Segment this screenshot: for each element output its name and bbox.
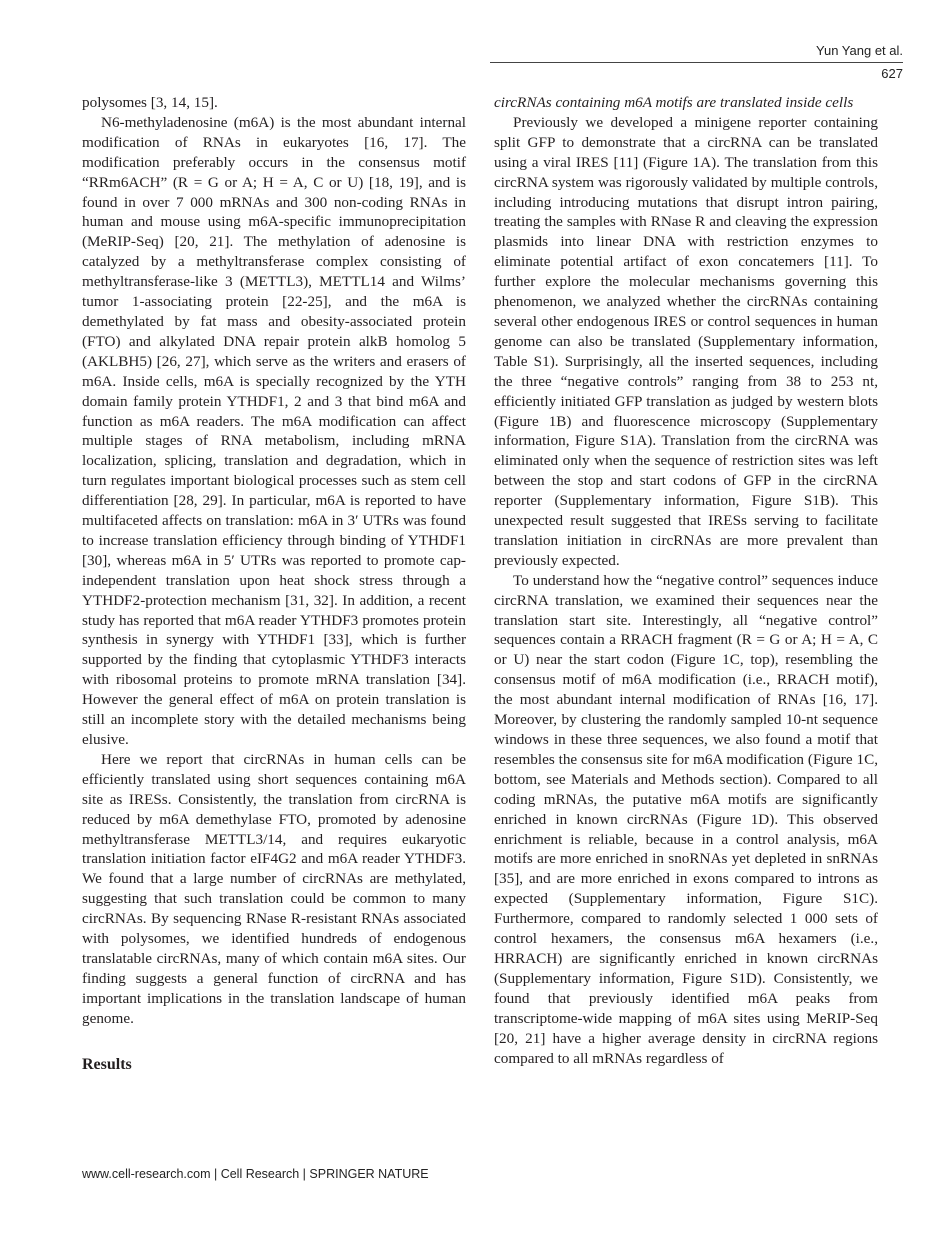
- paragraph: N6-methyladenosine (m6A) is the most abundant internal modification of RNAs in eukaryotes [16, 17]. The modification preferably occurs in the consensus motif “RRm6ACH” (R = G or A; H = A, C or U) [18, 19], and is found in over 7 000 mRNAs and 300 non-coding RNAs in human and mouse using m6A-specific immunoprecipitation (MeRIP-Seq) [20, 21]. The methylation of adenosine is catalyzed by a methyltransferase complex consisting of methyltransferase-like 3 (METTL3), METTL14 and Wilms’ tumor 1-associating protein [22-25], and the m6A is demethylated by fat mass and obesity-associated protein (FTO) and alkylated DNA repair protein alkB homolog 5 (AKLBH5) [26, 27], which serve as the writers and erasers of m6A. Inside cells, m6A is specially recognized by the YTH domain family protein YTHDF1, 2 and 3 that bind m6A and function as m6A readers. The m6A modification can affect multiple stages of RNA metabolism, including mRNA localization, splicing, translation and degradation, which in turn regulates important biological processes such as stem cell differentiation [28, 29]. In particular, m6A is reported to have multifaceted affects on translation: m6A in 3′ UTRs was found to increase translation efficiency through binding of YTHDF1 [30], whereas m6A in 5′ UTRs was reported to promote cap-independent translation upon heat shock stress through a YTHDF2-protection mechanism [31, 32]. In addition, a recent study has reported that m6A reader YTHDF3 promotes protein synthesis in synergy with YTHDF1 [33], which is further supported by the finding that cytoplasmic YTHDF3 interacts with ribosomal proteins to promote mRNA translation [34]. However the general effect of m6A on protein translation is still an incomplete story with the detailed mechanisms being elusive.: [82, 113, 466, 748]
- paragraph: Here we report that circRNAs in human cells can be efficiently translated using short sequences containing m6A site as IRESs. Consistently, the translation from circRNA is reduced by m6A demethylase FTO, promoted by adenosine methyltransferase METTL3/14, and requires eukaryotic translation initiation factor eIF4G2 and m6A reader YTHDF3. We found that a large number of circRNAs are methylated, suggesting that such translation could be common to many circRNAs. By sequencing RNase R-resistant RNAs associated with polysomes, we identified hundreds of endogenous translatable circRNAs, many of which contain m6A sites. Our finding suggests a general function of circRNA and has important implications in the translation landscape of human genome.: [82, 750, 466, 1027]
- right-column: [494, 93, 878, 1068]
- page-footer: www.cell-research.com | Cell Research | SPRINGER NATURE: [82, 1167, 429, 1181]
- paragraph: Previously we developed a minigene reporter containing split GFP to demonstrate that a circRNA can be translated using a viral IRES [11] (Figure 1A). The translation from this circRNA system was rigorously validated by multiple controls, including introducing mutations that disrupt intron pairing, treating the samples with RNase R and cleaving the expression plasmids into linear DNA with restriction enzymes to eliminate potential artifact of exon concatemers [11]. To further explore the molecular mechanisms governing this phenomenon, we analyzed whether the circRNAs containing several other endogenous IRES or control sequences in human genome can also be translated (Supplementary information, Table S1). Surprisingly, all the inserted sequences, including the three “negative controls” ranging from 38 to 253 nt, efficiently initiated GFP translation as judged by western blots (Figure 1B) and fluorescence microscopy (Supplementary information, Figure S1A). Translation from the circRNA was eliminated only when the sequence of restriction sites was left between the stop and start codons of GFP in the circRNA reporter (Supplementary information, Figure S1B). This unexpected result suggested that IRESs serving to facilitate translation initiation in circRNAs are more prevalent than previously expected.: [494, 113, 878, 569]
- header-rule: [490, 62, 903, 63]
- paragraph: polysomes [3, 14, 15].: [82, 94, 218, 111]
- page-number: 627: [881, 66, 903, 81]
- paragraph: To understand how the “negative control” sequences induce circRNA translation, we examined their sequences near the translation start site. Interestingly, all “negative control” sequences contain a RRACH fragment (R = G or A; H = A, C or U) near the start codon (Figure 1C, top), resembling the consensus motif of m6A modification (i.e., RRACH motif), the most abundant internal modification of RNAs [16, 17]. Moreover, by clustering the randomly sampled 10-nt sequence windows in these three sequences, we also found a motif that resembles the consensus site for m6A modification (Figure 1C, bottom, see Materials and Methods section). Compared to all coding mRNAs, the putative m6A motifs are significantly enriched in known circRNAs (Figure 1D). This observed enrichment is reliable, because in a control analysis, m6A motifs are more enriched in snoRNAs yet depleted in snRNAs [35], and are more enriched in exons compared to introns as expected (Supplementary information, Figure S1C). Furthermore, compared to randomly selected 1 000 sets of control hexamers, the consensus m6A hexamers (i.e., HRRACH) are significantly enriched in known circRNAs (Supplementary information, Figure S1D). Consistently, we found that previously identified m6A peaks from transcriptome-wide mapping of m6A sites using MeRIP-Seq [20, 21] have a higher average density in circRNA regions compared to all mRNAs regardless of: [494, 571, 878, 1067]
- running-head-author: Yun Yang et al.: [816, 43, 903, 58]
- section-heading: Results: [82, 1055, 132, 1073]
- subsection-heading: circRNAs containing m6A motifs are translated inside cells: [494, 94, 854, 111]
- left-column: [82, 93, 466, 1075]
